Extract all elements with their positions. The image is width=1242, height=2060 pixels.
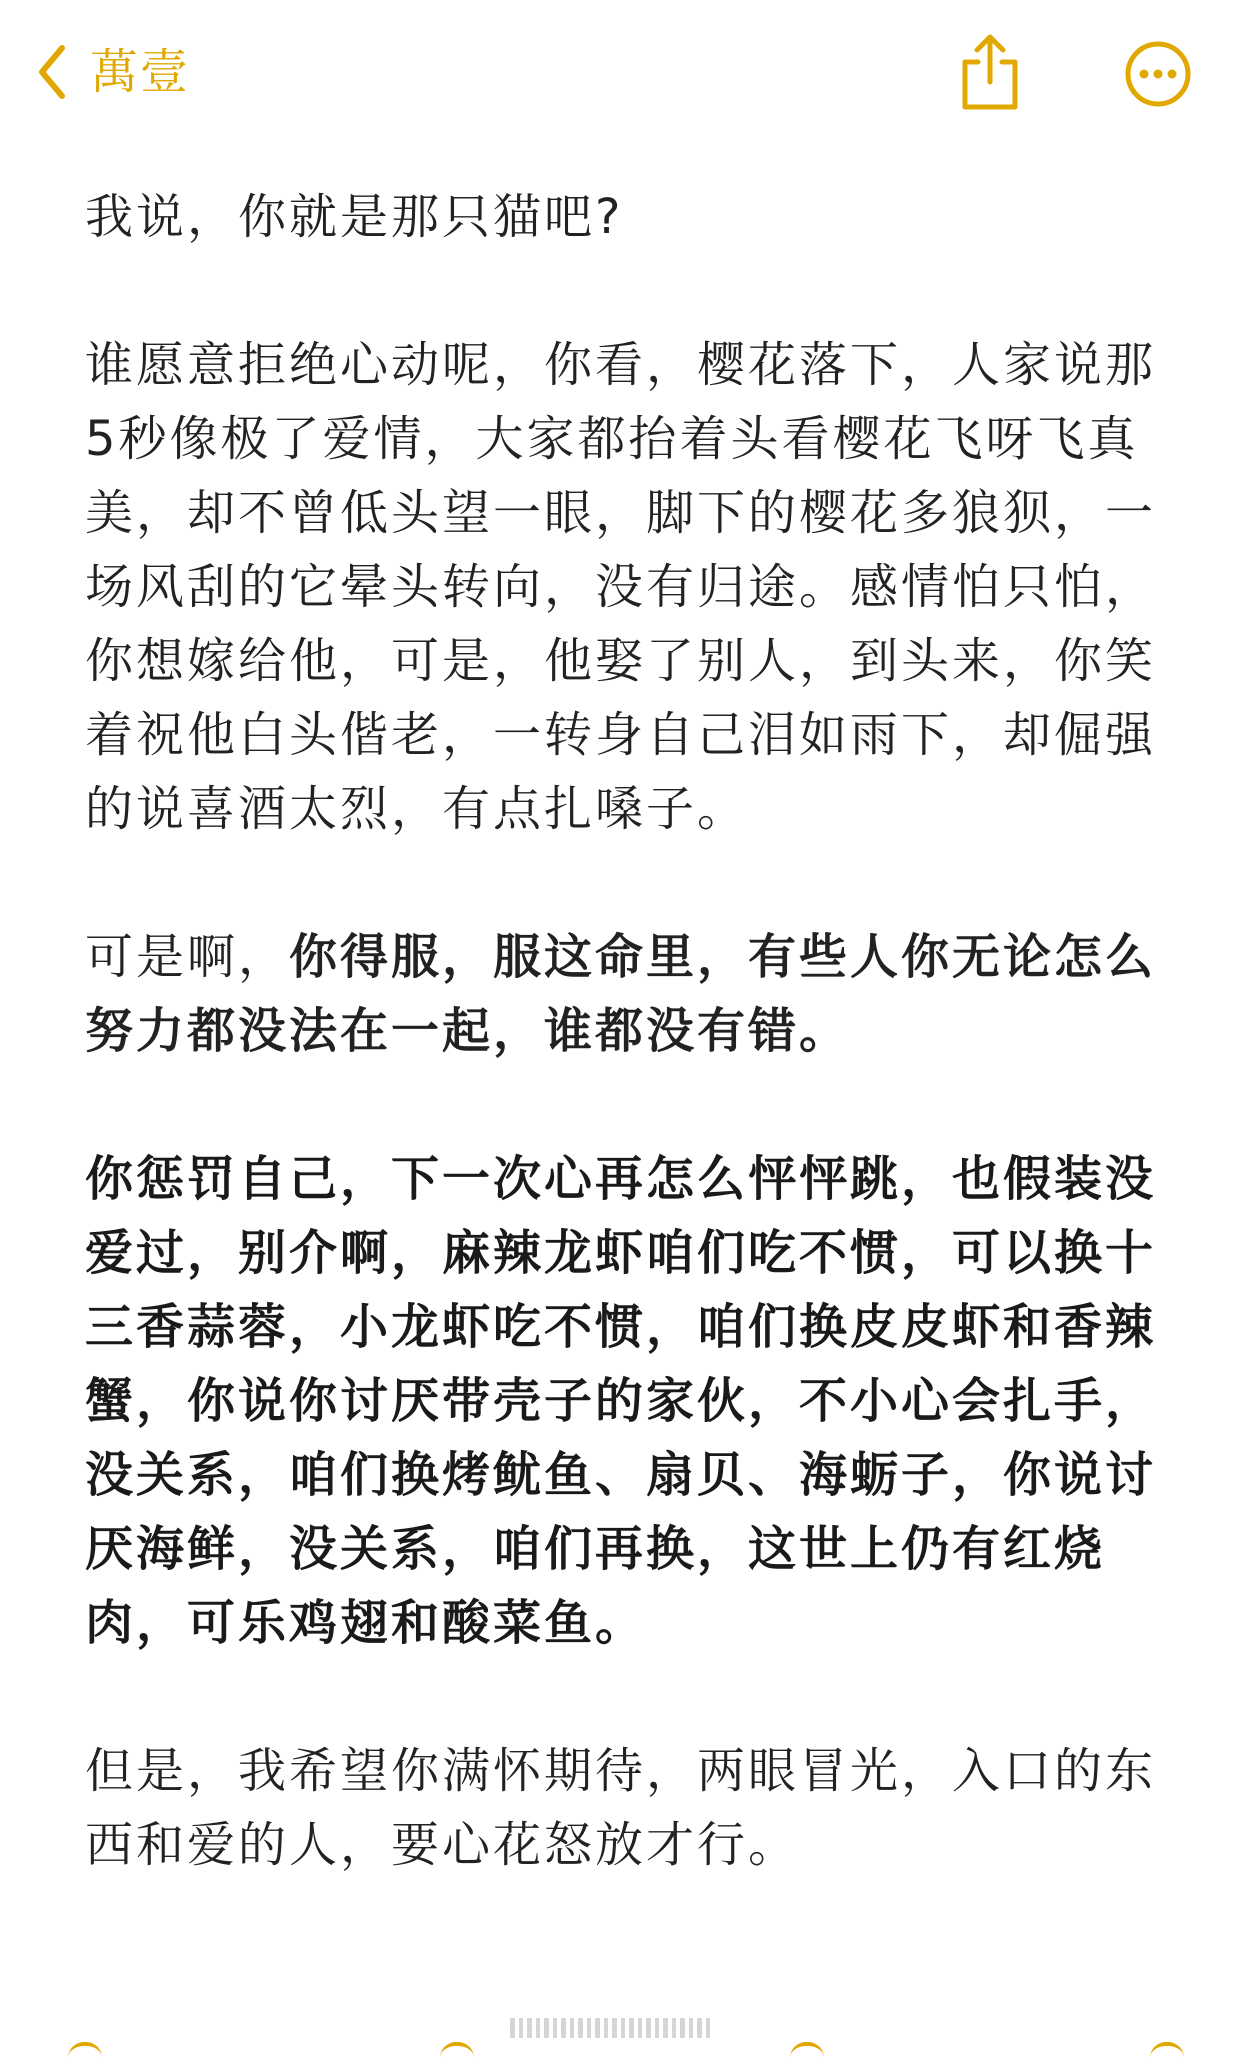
navigation-bar	[0, 0, 1242, 150]
note-paragraph-3	[85, 920, 1165, 1068]
compose-icon[interactable]	[1150, 2042, 1184, 2060]
checklist-icon[interactable]	[68, 2042, 102, 2060]
bottom-toolbar	[0, 2040, 1242, 2056]
share-button[interactable]	[955, 32, 1025, 116]
more-icon	[1124, 40, 1192, 108]
note-paragraph-5: 但是，我希望你满怀期待，两眼冒光，入口的东西和爱的人，要心花怒放才行。	[85, 1743, 1157, 1873]
markup-icon[interactable]	[790, 2042, 824, 2060]
watermark	[510, 2018, 710, 2038]
note-body[interactable]	[85, 180, 1165, 1956]
camera-icon[interactable]	[440, 2042, 474, 2060]
more-options-button[interactable]	[1124, 40, 1192, 112]
share-icon	[955, 32, 1025, 112]
paragraph-3-normal-text: 可是啊，	[85, 929, 290, 985]
note-paragraph-2: 谁愿意拒绝心动呢，你看，樱花落下，人家说那5秒像极了爱情，大家都抬着头看樱花飞呀飞真美，却不曾低头望一眼，脚下的樱花多狼狈，一场风刮的它晕头转向，没有归途。感情怕只怕，你想嫁给他，可是，他娶了别人，到头来，你笑着祝他白头偕老，一转身自己泪如雨下，却倔强的说喜酒太烈，有点扎嗓子。	[85, 337, 1157, 837]
back-button[interactable]	[36, 32, 190, 112]
paragraph-3-bold-text: 你得服，服这命里，有些人你无论怎么努力都没法在一起，谁都没有错。	[85, 929, 1157, 1059]
back-label: 萬壹	[90, 44, 191, 100]
note-paragraph-4: 你惩罚自己，下一次心再怎么怦怦跳，也假装没爱过，别介啊，麻辣龙虾咱们吃不惯，可以换十三香蒜蓉，小龙虾吃不惯，咱们换皮皮虾和香辣蟹，你说你讨厌带壳子的家伙，不小心会扎手，没关系，咱们换烤鱿鱼、扇贝、海蛎子，你说讨厌海鲜，没关系，咱们再换，这世上仍有红烧肉，可乐鸡翅和酸菜鱼。	[85, 1151, 1157, 1651]
chevron-left-icon	[36, 44, 68, 100]
note-paragraph-1: 我说，你就是那只猫吧?	[85, 189, 624, 245]
